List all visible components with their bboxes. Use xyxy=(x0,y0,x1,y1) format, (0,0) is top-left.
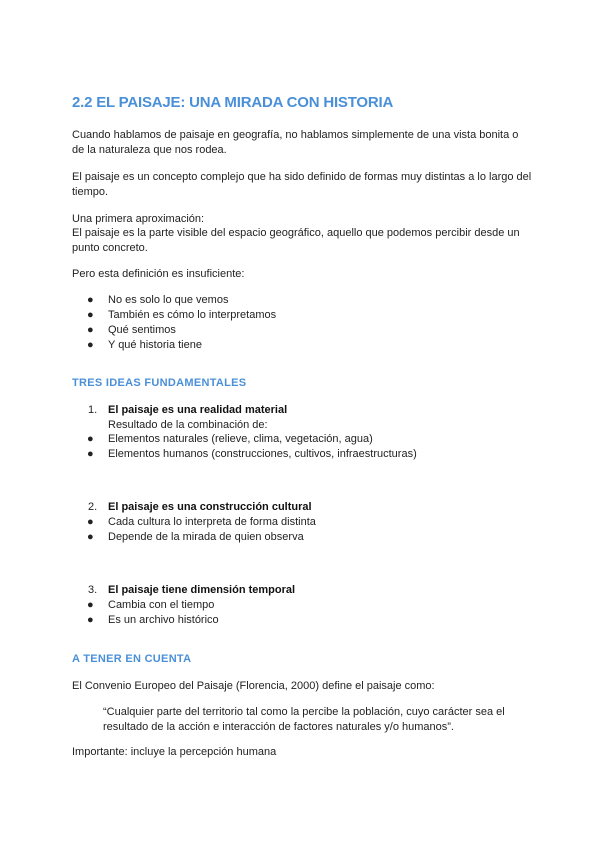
intro-paragraph-2: El paisaje es un concepto complejo que ha sido definido de formas muy distintas a lo largo del tiempo. xyxy=(72,171,532,198)
idea-1-bullet-list xyxy=(72,432,417,462)
bullet-icon: ● xyxy=(87,433,94,445)
definition-quote: “Cualquier parte del territorio tal como la percibe la población, cuyo carácter sea el resultado de la acción e interacción de factores naturales y/o humanos”. xyxy=(103,706,505,733)
bullet-icon: ● xyxy=(87,309,94,321)
bullet-icon: ● xyxy=(87,516,94,528)
document-page: 2.2 EL PAISAJE: UNA MIRADA CON HISTORIA Cuando hablamos de paisaje en geografía, no hablamos simplemente de una vista bonita o de la naturaleza que nos rodea. El paisaje es un concepto complejo que ha sido definido de formas muy distintas a lo largo del tiempo. Una primera aproximación: El paisaje es la parte visible del espacio geográfico, aquello que podemos percibir desde un punto concreto. Pero esta definición es insuficiente: ● No es solo lo que vemos ● También es cómo lo interpretamos ● Qué sentimos ● Y qué historia tiene TRES IDEAS FUNDAMENTALES 1. El paisaje es una realidad material Resultado de la combinación de: ● Elementos naturales (relieve, clima, vegetación, agua) ● Elementos humanos (construcciones, cultivos, infraestructuras) 2. El paisaje es una construcción cultural ● Cada cultura lo interpreta de forma distinta ● Depende de la mirada de quien observa 3. El paisaje tiene dimensión temporal ● Cambia con el tiempo ● Es un archivo histórico A TENER EN CUENTA El Convenio Europeo del Paisaje (Florencia, 2000) define el paisaje como: “Cualquier parte del territorio tal como la percibe la población, cuyo carácter sea el resultado de la acción e interacción de factores naturales y/o humanos”. Importante: incluye la percepción humana xyxy=(0,0,600,848)
list-item: ● No es solo lo que vemos xyxy=(87,294,229,306)
bullet-icon: ● xyxy=(87,339,94,351)
bullet-icon: ● xyxy=(87,294,94,306)
bullet-icon: ● xyxy=(87,448,94,460)
convention-paragraph: El Convenio Europeo del Paisaje (Florencia, 2000) define el paisaje como: xyxy=(72,680,435,692)
section-heading-note: A TENER EN CUENTA xyxy=(72,653,192,665)
bullet-icon: ● xyxy=(87,599,94,611)
list-item: ● Cada cultura lo interpreta de forma distinta xyxy=(87,516,316,528)
intro-paragraph-4: Pero esta definición es insuficiente: xyxy=(72,268,245,280)
list-item: ● Depende de la mirada de quien observa xyxy=(87,531,304,543)
idea-2-bullet-list xyxy=(72,515,316,545)
bullet-icon: ● xyxy=(87,531,94,543)
list-number: 2. xyxy=(88,501,98,513)
intro-paragraph-3-body: El paisaje es la parte visible del espacio geográfico, aquello que podemos percibir desde un punto concreto. xyxy=(72,227,520,254)
list-item: ● Qué sentimos xyxy=(87,324,176,336)
intro-paragraph-3-lead: Una primera aproximación: xyxy=(72,213,205,225)
bullet-icon: ● xyxy=(87,614,94,626)
list-item: ● Elementos naturales (relieve, clima, vegetación, agua) xyxy=(87,433,373,445)
list-item: ● Y qué historia tiene xyxy=(87,339,202,351)
idea-1-subtitle: Resultado de la combinación de: xyxy=(108,419,268,431)
list-number: 3. xyxy=(88,584,98,596)
page-title: 2.2 EL PAISAJE: UNA MIRADA CON HISTORIA xyxy=(72,94,394,111)
list-item: ● Es un archivo histórico xyxy=(87,614,219,626)
important-note: Importante: incluye la percepción humana xyxy=(72,746,277,758)
section-heading-fundamentals: TRES IDEAS FUNDAMENTALES xyxy=(72,377,247,389)
bullet-icon: ● xyxy=(87,324,94,336)
list-item: ● Elementos humanos (construcciones, cultivos, infraestructuras) xyxy=(87,448,417,460)
intro-paragraph-1: Cuando hablamos de paisaje en geografía, no hablamos simplemente de una vista bonita o de la naturaleza que nos rodea. xyxy=(72,129,519,156)
list-item: ● También es cómo lo interpretamos xyxy=(87,309,277,321)
list-number: 1. xyxy=(88,404,98,416)
intro-bullet-list xyxy=(72,293,276,353)
idea-3-bullet-list xyxy=(72,598,219,628)
list-item: ● Cambia con el tiempo xyxy=(87,599,215,611)
